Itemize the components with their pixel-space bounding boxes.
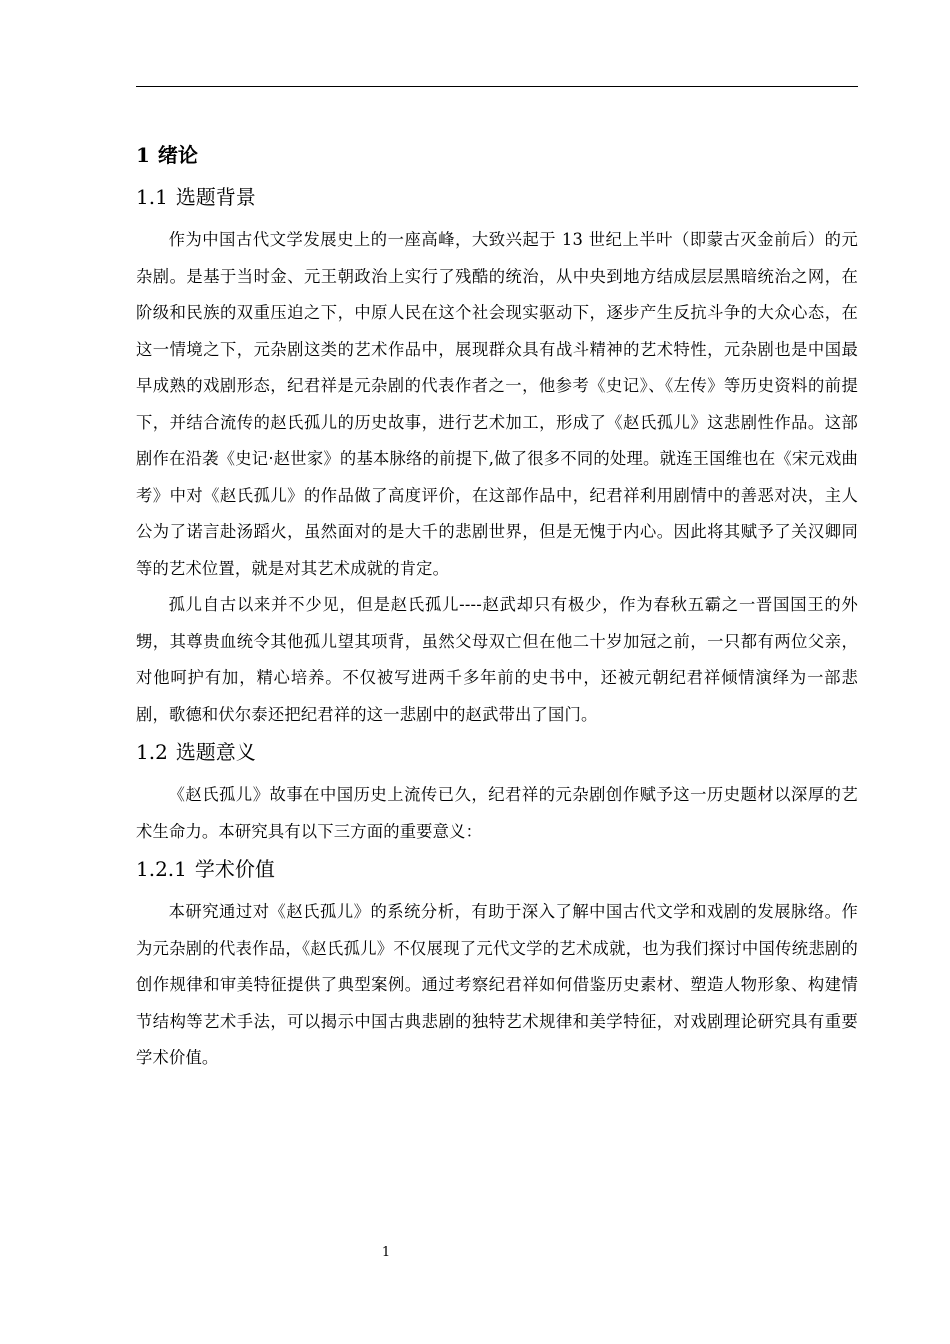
subsection-heading-academic-value [136, 852, 858, 886]
page-number: 1 [381, 1245, 391, 1260]
section-title: 选题意义 [175, 740, 256, 764]
paragraph-background-1: 作为中国古代文学发展史上的一座高峰，大致兴起于 13 世纪上半叶（即蒙古灭金前后）的元杂剧。是基于当时金、元王朝政治上实行了残酷的统治，从中央到地方结成层层黑暗统治之网，在阶级和民族的双重压迫之下，中原人民在这个社会现实驱动下，逐步产生反抗斗争的大众心态，在这一情境之下，元杂剧这类的艺术作品中，展现群众具有战斗精神的艺术特性，元杂剧也是中国最早成熟的戏剧形态，纪君祥是元杂剧的代表作者之一，他参考《史记》、《左传》等历史资料的前提下，并结合流传的赵氏孤儿的历史故事，进行艺术加工，形成了《赵氏孤儿》这悲剧性作品。这部剧作在沿袭《史记·赵世家》的基本脉络的前提下,做了很多不同的处理。就连王国维也在《宋元戏曲考》中对《赵氏孤儿》的作品做了高度评价，在这部作品中，纪君祥利用剧情中的善恶对决，主人公为了诺言赴汤蹈火，虽然面对的是大千的悲剧世界，但是无愧于内心。因此将其赋予了关汉卿同等的艺术位置，就是对其艺术成就的肯定。 [136, 230, 858, 578]
section-number: 1.2 [136, 740, 168, 764]
section-title: 选题背景 [175, 185, 256, 209]
subsection-number: 1.2.1 [136, 857, 187, 881]
chapter-number: 1 [136, 143, 150, 167]
paragraph-background-2: 孤儿自古以来并不少见，但是赵氏孤儿----赵武却只有极少，作为春秋五霸之一晋国国王的外甥，其尊贵血统令其他孤儿望其项背，虽然父母双亡但在他二十岁加冠之前，一只都有两位父亲，对他呵护有加，精心培养。不仅被写进两千多年前的史书中，还被元朝纪君祥倾情演绎为一部悲剧，歌德和伏尔泰还把纪君祥的这一悲剧中的赵武带出了国门。 [136, 595, 858, 724]
paragraph-significance-1: 《赵氏孤儿》故事在中国历史上流传已久，纪君祥的元杂剧创作赋予这一历史题材以深厚的艺术生命力。本研究具有以下三方面的重要意义： [136, 785, 858, 841]
header-rule [136, 86, 858, 87]
section-number: 1.1 [136, 185, 168, 209]
chapter-title: 绪论 [157, 143, 198, 167]
document-body [136, 138, 858, 1077]
chapter-heading [136, 138, 858, 172]
subsection-title: 学术价值 [194, 857, 275, 881]
section-heading-background [136, 180, 858, 214]
paragraph-academic-value-1: 本研究通过对《赵氏孤儿》的系统分析，有助于深入了解中国古代文学和戏剧的发展脉络。作为元杂剧的代表作品，《赵氏孤儿》不仅展现了元代文学的艺术成就，也为我们探讨中国传统悲剧的创作规律和审美特征提供了典型案例。通过考察纪君祥如何借鉴历史素材、塑造人物形象、构建情节结构等艺术手法，可以揭示中国古典悲剧的独特艺术规律和美学特征，对戏剧理论研究具有重要学术价值。 [136, 902, 858, 1067]
section-heading-significance [136, 735, 858, 769]
